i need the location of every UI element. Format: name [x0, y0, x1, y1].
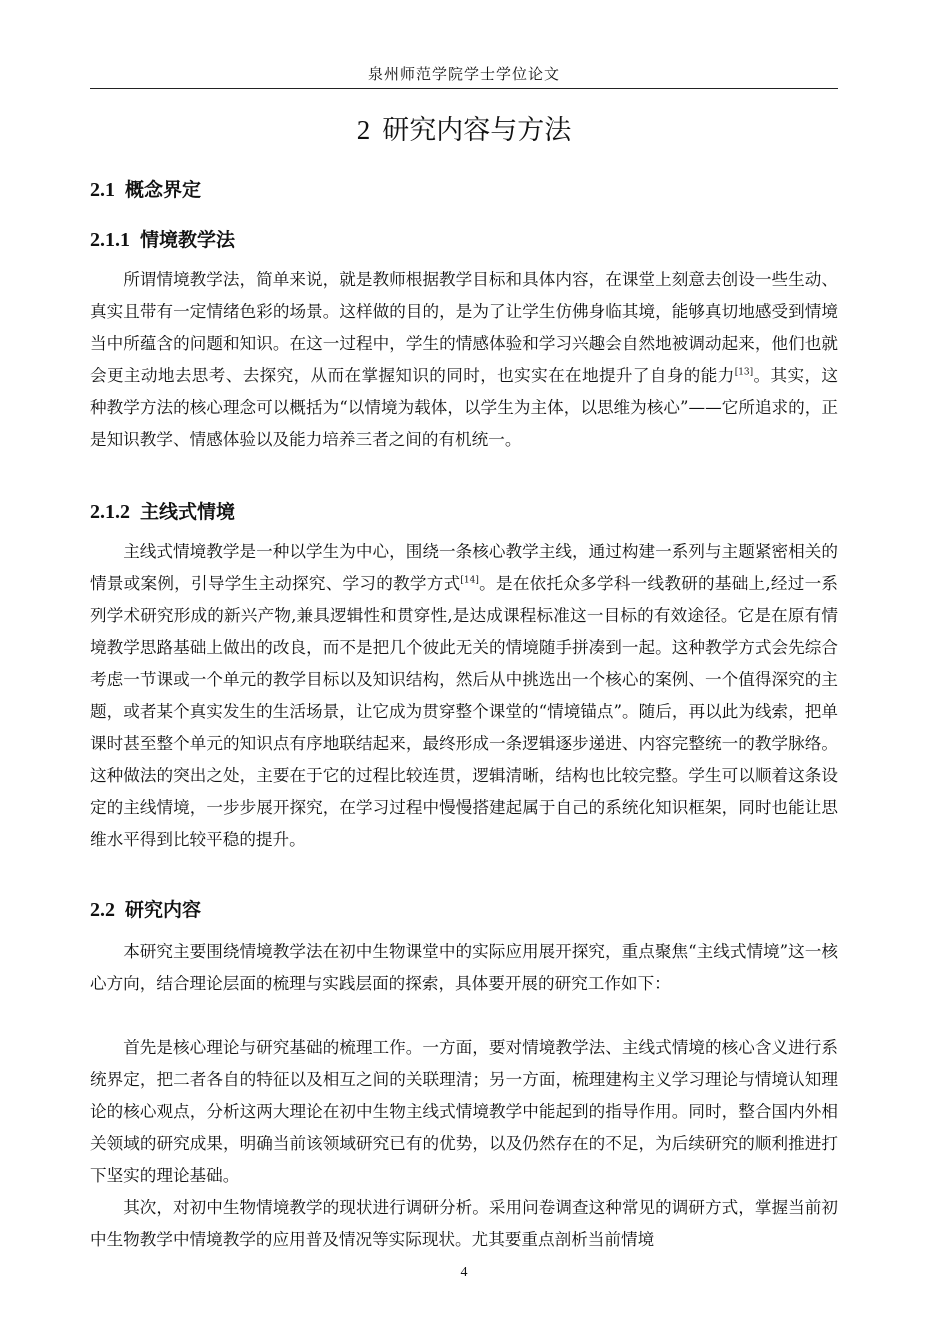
paragraph-text: 。其实，这种教学方法的核心理念可以概括为“以情境为载体，以学生为主体，以思维为核心”——它所追求的，正是知识教学、情感体验以及能力培养三者之间的有机统一。 — [90, 366, 838, 449]
page-number: 4 — [460, 1265, 468, 1280]
section-heading-2-2 — [90, 895, 838, 925]
header-rule — [90, 88, 838, 89]
chapter-number: 2 — [356, 115, 371, 145]
chapter-title — [90, 110, 838, 151]
paragraph-text: 所谓情境教学法，简单来说，就是教师根据教学目标和具体内容，在课堂上刻意去创设一些生动、真实且带有一定情绪色彩的场景。这样做的目的，是为了让学生仿佛身临其境，能够真切地感受到情境当中所蕴含的问题和知识。在这一过程中，学生的情感体验和学习兴趣会自然地被调动起来，他们也就会更主动地去思考、去探究，从而在掌握知识的同时，也实实在在地提升了自身的能力 — [90, 270, 838, 385]
section-number: 2.1 — [90, 179, 115, 201]
paragraph-text: 主线式情境教学是一种以学生为中心，围绕一条核心教学主线，通过构建一系列与主题紧密相关的情景或案例，引导学生主动探究、学习的教学方式 — [90, 542, 838, 593]
citation: [14] — [460, 575, 479, 586]
paragraph-situational-teaching — [90, 264, 838, 456]
paragraph-text: 。是在依托众多学科一线教研的基础上,经过一系列学术研究形成的新兴产物,兼具逻辑性和贯穿性,是达成课程标准这一目标的有效途径。它是在原有情境教学思路基础上做出的改良，而不是把几个彼此无关的情境随手拼凑到一起。这种教学方式会先综合考虑一节课或一个单元的教学目标以及知识结构，然后从中挑选出一个核心的案例、一个值得深究的主题，或者某个真实发生的生活场景，让它成为贯穿整个课堂的“情境锚点”。随后，再以此为线索，把单课时甚至整个单元的知识点有序地联结起来，最终形成一条逻辑逐步递进、内容完整统一的教学脉络。这种做法的突出之处，主要在于它的过程比较连贯，逻辑清晰，结构也比较完整。学生可以顺着这条设定的主线情境，一步步展开探究，在学习过程中慢慢搭建起属于自己的系统化知识框架，同时也能让思维水平得到比较平稳的提升。 — [90, 574, 839, 849]
subsection-number: 2.1.1 — [90, 229, 130, 251]
paragraph-mainline-situation — [90, 536, 838, 856]
section-title: 概念界定 — [125, 179, 202, 201]
subsection-title: 情境教学法 — [140, 229, 236, 251]
subsection-title: 主线式情境 — [140, 501, 236, 523]
paragraph-current-status: 其次，对初中生物情境教学的现状进行调研分析。采用问卷调查这种常见的调研方式，掌握当前初中生物教学中情境教学的应用普及情况等实际现状。尤其要重点剖析当前情境 — [90, 1198, 838, 1249]
section-title: 研究内容 — [125, 899, 202, 921]
citation: [13] — [734, 367, 754, 378]
chapter-title-text: 研究内容与方法 — [382, 115, 572, 146]
section-heading-2-1 — [90, 175, 838, 205]
running-header: 泉州师范学院学士学位论文 — [367, 65, 560, 83]
subsection-number: 2.1.2 — [90, 501, 130, 523]
paragraph-research-overview: 本研究主要围绕情境教学法在初中生物课堂中的实际应用展开探究，重点聚焦“主线式情境”这一核心方向，结合理论层面的梳理与实践层面的探索，具体要开展的研究工作如下： — [90, 942, 838, 993]
subsection-heading-2-1-2 — [90, 497, 838, 527]
section-number: 2.2 — [90, 899, 115, 921]
paragraph-theory-review: 首先是核心理论与研究基础的梳理工作。一方面，要对情境教学法、主线式情境的核心含义进行系统界定，把二者各自的特征以及相互之间的关联理清；另一方面，梳理建构主义学习理论与情境认知理论的核心观点，分析这两大理论在初中生物主线式情境教学中能起到的指导作用。同时，整合国内外相关领域的研究成果，明确当前该领域研究已有的优势，以及仍然存在的不足，为后续研究的顺利推进打下坚实的理论基础。 — [90, 1038, 838, 1185]
subsection-heading-2-1-1 — [90, 225, 838, 255]
